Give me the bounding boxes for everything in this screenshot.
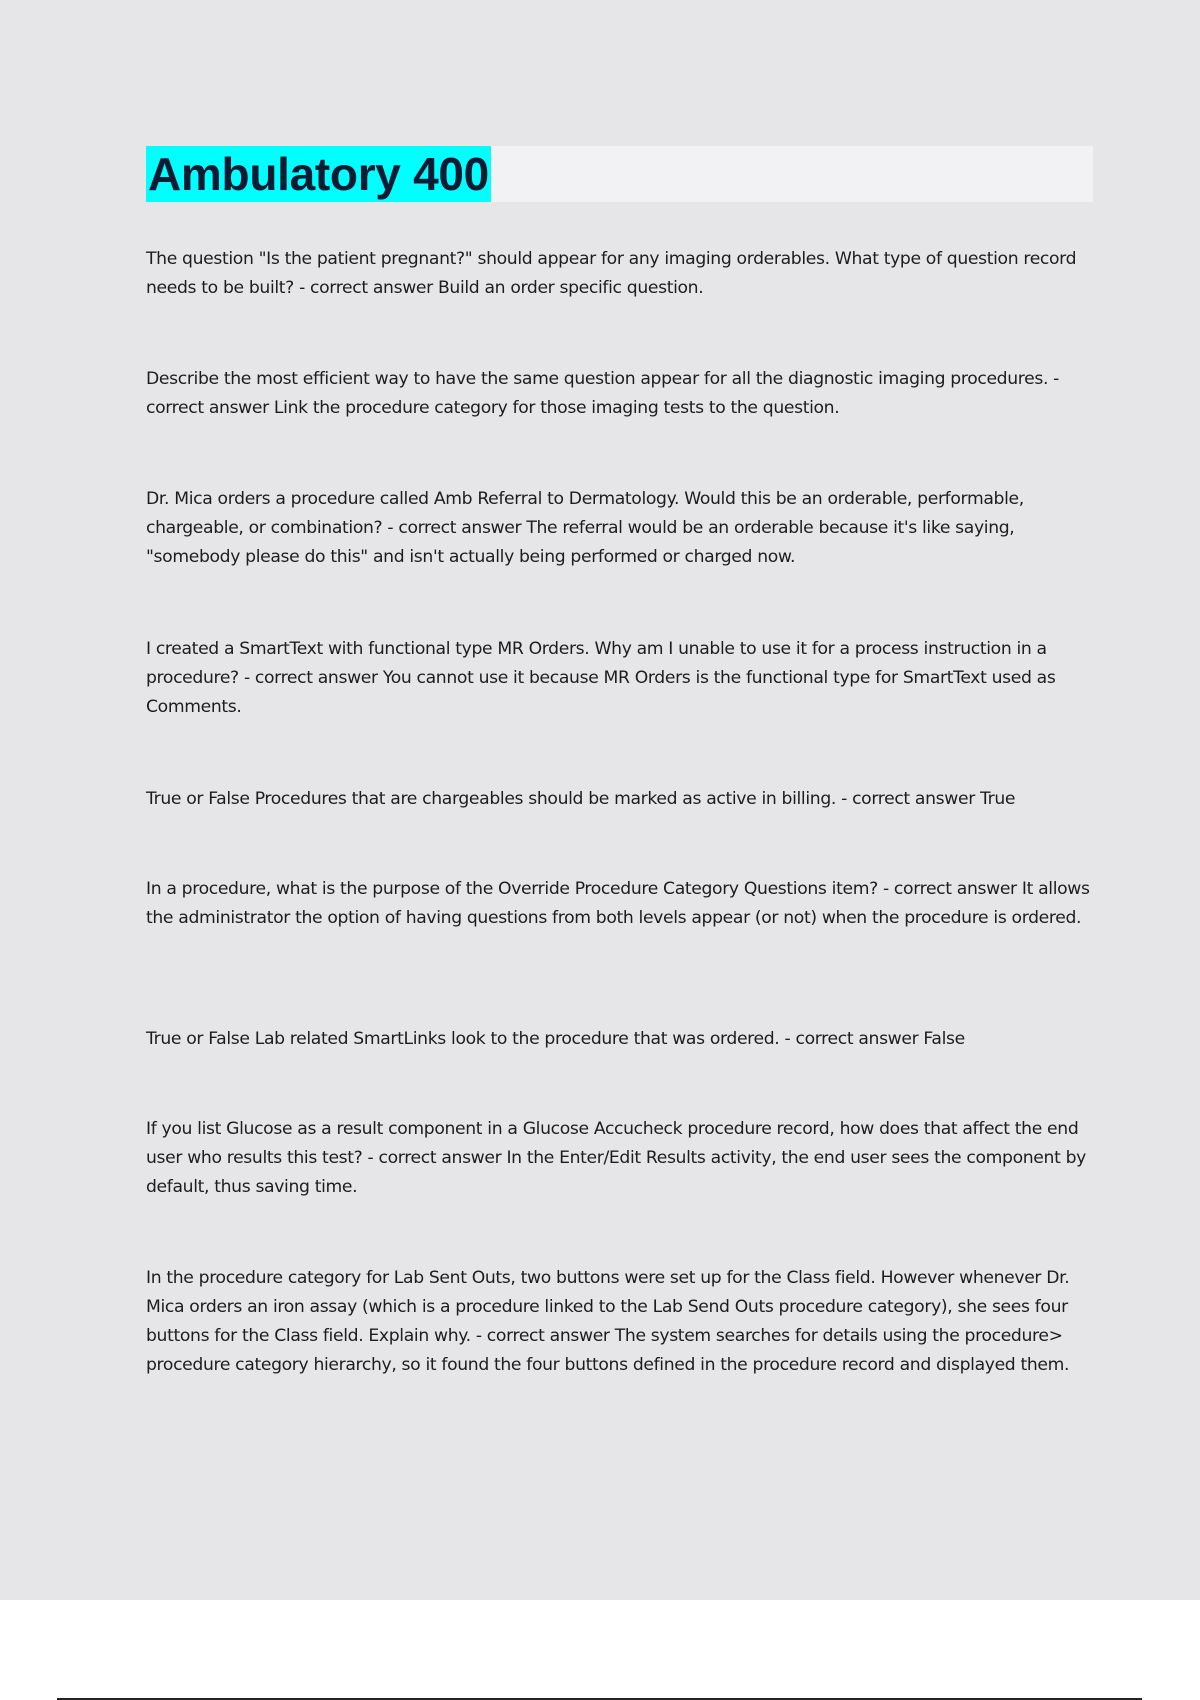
qa-item-1: The question "Is the patient pregnant?" should appear for any imaging orderables. What type of question record needs to be built? - correct answer Build an order specific question.: [146, 249, 1077, 298]
qa-item-3: Dr. Mica orders a procedure called Amb Referral to Dermatology. Would this be an orderable, performable, chargeable, or combination? - correct answer The referral would be an orderable because it's like saying, "somebody please do this" and isn't actually being performed or charged now.: [146, 489, 1024, 567]
qa-item-9: In the procedure category for Lab Sent Outs, two buttons were set up for the Class field. However whenever Dr. Mica orders an iron assay (which is a procedure linked to the Lab Send Outs procedure category), she sees four buttons for the Class field. Explain why. - correct answer The system searches for details using the procedure> procedure category hierarchy, so it found the four buttons defined in the procedure record and displayed them.: [146, 1268, 1070, 1375]
qa-item-5: True or False Procedures that are chargeables should be marked as active in billing. - correct answer True: [146, 789, 1016, 809]
qa-item-2: Describe the most efficient way to have the same question appear for all the diagnostic imaging procedures. - correct answer Link the procedure category for those imaging tests to the question.: [146, 369, 1060, 418]
qa-item-4: I created a SmartText with functional type MR Orders. Why am I unable to use it for a process instruction in a procedure? - correct answer You cannot use it because MR Orders is the functional type for SmartText used as Comments.: [146, 639, 1056, 717]
title-band: [146, 146, 1093, 202]
qa-item-6: In a procedure, what is the purpose of the Override Procedure Category Questions item? - correct answer It allows the administrator the option of having questions from both levels appear (or not) when the procedure is ordered.: [146, 879, 1090, 928]
qa-item-7: True or False Lab related SmartLinks look to the procedure that was ordered. - correct answer False: [146, 1029, 965, 1049]
qa-item-8: If you list Glucose as a result component in a Glucose Accucheck procedure record, how does that affect the end user who results this test? - correct answer In the Enter/Edit Results activity, the end user sees the component by default, thus saving time.: [146, 1119, 1086, 1197]
page-title: Ambulatory 400: [148, 148, 489, 200]
